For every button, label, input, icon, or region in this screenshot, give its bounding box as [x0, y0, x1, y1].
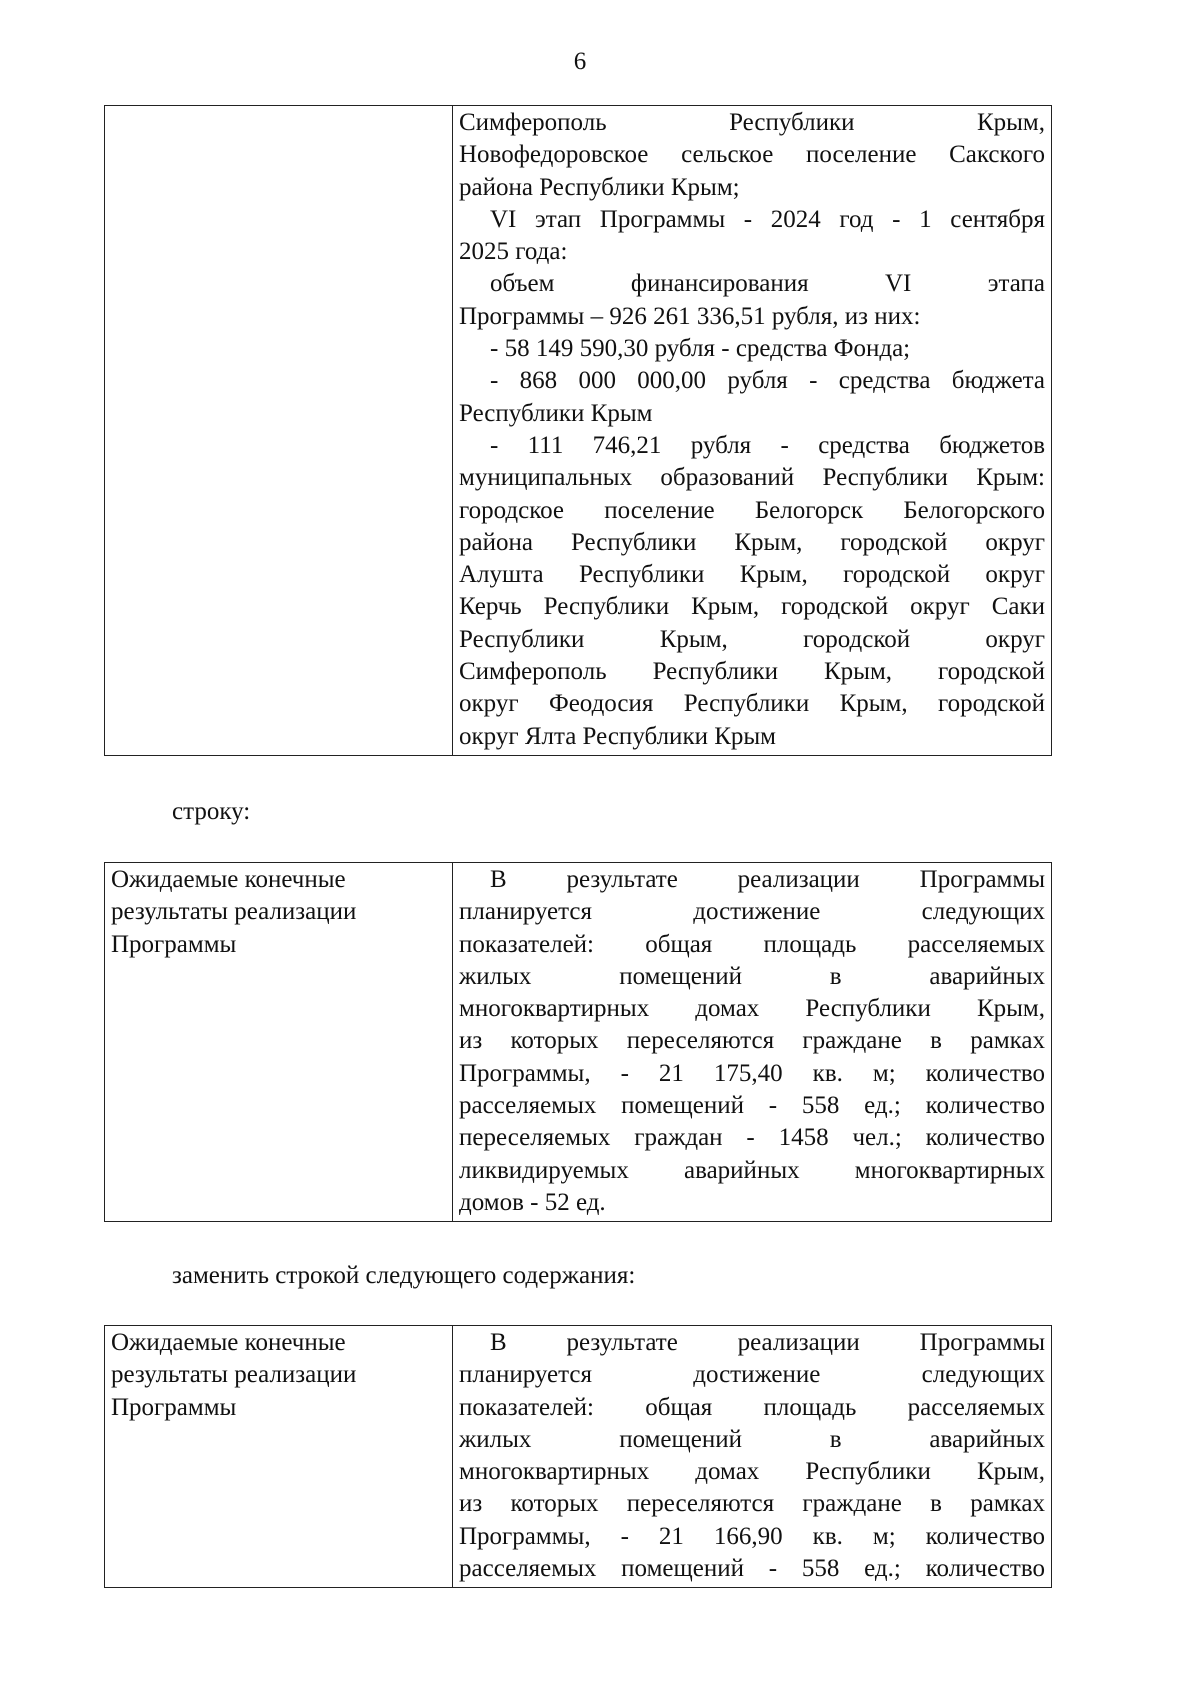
text-line: из которых переселяются граждане в рамках	[459, 1027, 1045, 1055]
table-cell-left-empty	[105, 106, 453, 756]
text-line: ликвидируемых аварийных многоквартирных	[459, 1156, 1045, 1184]
text-line: жилых помещений в аварийных	[459, 962, 1045, 990]
text-line: Программы – 926 261 336,51 рубля, из них:	[459, 302, 921, 330]
text-line: Ожидаемые конечные	[111, 866, 346, 893]
text-line: Симферополь Республики Крым, городской	[459, 658, 1045, 686]
table-expected-results-old	[104, 862, 1052, 1222]
text-line: планируется достижение следующих	[459, 898, 1045, 926]
table-row	[105, 1326, 1052, 1588]
text-line: объем финансирования VI этапа	[490, 270, 1045, 298]
table-cell-right	[453, 863, 1052, 1222]
text-line: результаты реализации	[111, 898, 357, 926]
text-line: расселяемых помещений - 558 ед.; количество	[459, 1555, 1045, 1583]
text-line: 2025 года:	[459, 238, 568, 266]
text-line: домов - 52 ед.	[459, 1188, 606, 1216]
text-line: В результате реализации Программы	[490, 1329, 1045, 1356]
text-line: Алушта Республики Крым, городской округ	[459, 561, 1045, 589]
text-line: В результате реализации Программы	[490, 866, 1045, 893]
text-line: Республики Крым, городской округ	[459, 625, 1045, 653]
paragraph-line-label: строку:	[172, 798, 251, 825]
text-line: многоквартирных домах Республики Крым,	[459, 995, 1045, 1023]
text-line: - 868 000 000,00 рубля - средства бюджета	[490, 367, 1045, 395]
text-line: - 58 149 590,30 рубля - средства Фонда;	[490, 335, 911, 363]
text-line: Программы	[111, 1393, 237, 1421]
text-line: - 111 746,21 рубля - средства бюджетов	[490, 431, 1045, 459]
text-line: городское поселение Белогорск Белогорского	[459, 496, 1045, 524]
table-cell-left-label	[105, 863, 453, 1222]
text-line: жилых помещений в аварийных	[459, 1425, 1045, 1453]
text-line: расселяемых помещений - 558 ед.; количество	[459, 1092, 1045, 1120]
text-line: Ожидаемые конечные	[111, 1329, 346, 1356]
table-cell-right	[453, 1326, 1052, 1588]
text-line: Керчь Республики Крым, городской округ Саки	[459, 593, 1045, 621]
page-number: 6	[573, 48, 587, 75]
text-line: VI этап Программы - 2024 год - 1 сентября	[490, 205, 1045, 233]
text-line: многоквартирных домах Республики Крым,	[459, 1458, 1045, 1486]
table-financing-continuation	[104, 105, 1052, 756]
table-row	[105, 863, 1052, 1222]
text-line: Республики Крым	[459, 399, 653, 427]
text-line: муниципальных образований Республики Крым:	[459, 464, 1045, 492]
text-line: Программы	[111, 930, 237, 958]
table-expected-results-new	[104, 1325, 1052, 1588]
text-line: округ Ялта Республики Крым	[459, 722, 777, 750]
text-line: района Республики Крым;	[459, 173, 740, 201]
table-cell-right	[453, 106, 1052, 756]
text-line: округ Феодосия Республики Крым, городской	[459, 690, 1045, 718]
table-cell-left-label	[105, 1326, 453, 1588]
text-line: переселяемых граждан - 1458 чел.; количество	[459, 1124, 1045, 1152]
text-line: показателей: общая площадь расселяемых	[459, 1393, 1045, 1421]
text-line: Программы, - 21 175,40 кв. м; количество	[459, 1059, 1045, 1087]
text-line: района Республики Крым, городской округ	[459, 528, 1045, 556]
table-row	[105, 106, 1052, 756]
text-line: Новофедоровское сельское поселение Сакского	[459, 141, 1045, 169]
text-line: из которых переселяются граждане в рамках	[459, 1490, 1045, 1518]
text-line: показателей: общая площадь расселяемых	[459, 930, 1045, 958]
paragraph-replace-instruction: заменить строкой следующего содержания:	[172, 1262, 636, 1289]
text-line: результаты реализации	[111, 1361, 357, 1389]
text-line: планируется достижение следующих	[459, 1361, 1045, 1389]
text-line: Программы, - 21 166,90 кв. м; количество	[459, 1522, 1045, 1550]
text-line: Симферополь Республики Крым,	[459, 109, 1045, 136]
